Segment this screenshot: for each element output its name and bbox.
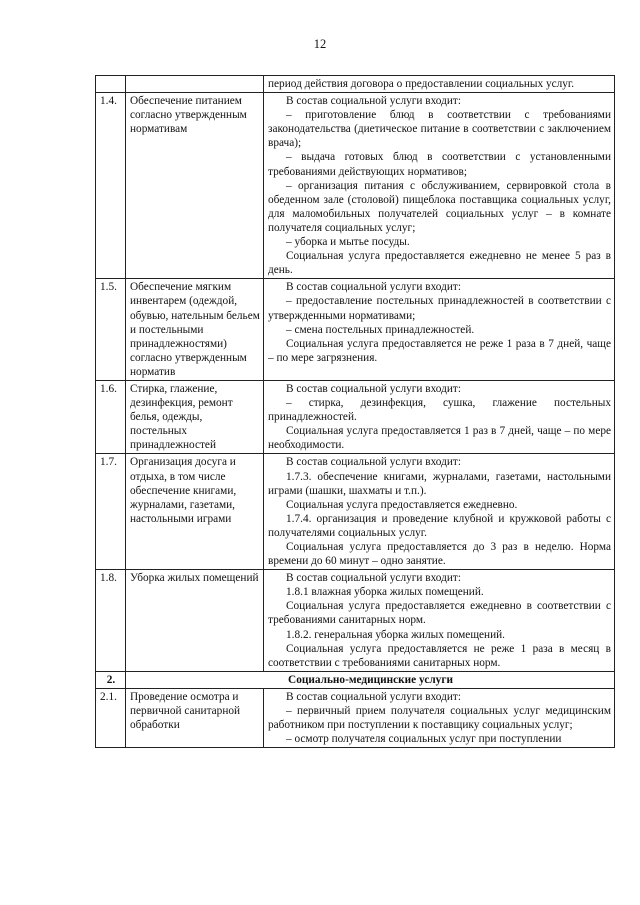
description-paragraph: Социальная услуга предоставляется не реже 1 раза в 7 дней, чаще – по мере загрязнения.: [268, 337, 611, 364]
description-paragraph: период действия договора о предоставлении социальных услуг.: [268, 78, 575, 90]
service-number: 2.1.: [96, 688, 126, 747]
service-description: [264, 454, 615, 570]
service-description: [264, 688, 615, 747]
service-description: [264, 279, 615, 381]
service-row: [96, 279, 615, 381]
service-number: [96, 76, 126, 93]
description-paragraph: – смена постельных принадлежностей.: [286, 323, 475, 336]
description-paragraph: Социальная услуга предоставляется не реже 1 раза в месяц в соответствии с требованиями санитарных норм.: [268, 642, 611, 669]
service-description: [264, 76, 615, 93]
service-name: Организация досуга и отдыха, в том числе обеспечение книгами, журналами, газетами, настольными играми: [126, 454, 264, 570]
service-number: 1.8.: [96, 570, 126, 672]
description-paragraph: 1.8.1 влажная уборка жилых помещений.: [286, 586, 484, 599]
service-name: Обеспечение мягким инвентарем (одеждой, обувью, нательным бельем и постельными принадлежностями) согласно утвержденным норматив: [126, 279, 264, 381]
description-paragraph: – организация питания с обслуживанием, сервировкой стола в обеденном зале (столовой) пищеблока поставщика социальных услуг, для маломобильных получателей социальных услуг – в комнате получателя социальных услуг;: [268, 179, 611, 234]
page-number: 12: [313, 37, 327, 51]
services-table: [95, 75, 615, 748]
description-paragraph: – предоставление постельных принадлежностей в соответствии с утвержденными нормативами;: [268, 295, 611, 322]
description-paragraph: Социальная услуга предоставляется ежедневно в соответствии с требованиями санитарных норм.: [268, 600, 611, 627]
service-number: 1.7.: [96, 454, 126, 570]
service-row: [96, 93, 615, 279]
description-paragraph: В состав социальной услуги входит:: [286, 382, 461, 395]
description-paragraph: – первичный прием получателя социальных услуг медицинским работником при поступлении к поставщику социальных услуг;: [268, 705, 611, 732]
section-header-row: [96, 671, 615, 688]
description-paragraph: Социальная услуга предоставляется ежедневно.: [286, 498, 518, 511]
service-row: [96, 76, 615, 93]
service-description: [264, 570, 615, 672]
description-paragraph: – уборка и мытье посуды.: [286, 236, 410, 249]
description-paragraph: 1.7.3. обеспечение книгами, журналами, газетами, настольными играми (шашки, шахматы и т.п.).: [268, 470, 611, 497]
section-title: Социально-медицинские услуги: [126, 671, 615, 688]
description-paragraph: В состав социальной услуги входит:: [286, 572, 461, 585]
service-name: Уборка жилых помещений: [126, 570, 264, 672]
description-paragraph: В состав социальной услуги входит:: [286, 690, 461, 703]
service-name: Проведение осмотра и первичной санитарной обработки: [126, 688, 264, 747]
service-name: Обеспечение питанием согласно утвержденным нормативам: [126, 93, 264, 279]
service-number: 1.4.: [96, 93, 126, 279]
service-number: 1.5.: [96, 279, 126, 381]
service-row: [96, 454, 615, 570]
service-row: [96, 380, 615, 453]
section-number: 2.: [96, 671, 126, 688]
service-description: [264, 93, 615, 279]
service-name: [126, 76, 264, 93]
description-paragraph: 1.8.2. генеральная уборка жилых помещений.: [286, 628, 505, 641]
description-paragraph: – выдача готовых блюд в соответствии с установленными требованиями действующих нормативов;: [268, 151, 611, 178]
description-paragraph: В состав социальной услуги входит:: [286, 456, 461, 469]
description-paragraph: – приготовление блюд в соответствии с требованиями законодательства (диетическое питание в соответствии с заключением врача);: [268, 109, 611, 150]
description-paragraph: В состав социальной услуги входит:: [286, 95, 461, 108]
service-name: Стирка, глажение, дезинфекция, ремонт белья, одежды, постельных принадлежностей: [126, 380, 264, 453]
description-paragraph: – стирка, дезинфекция, сушка, глажение постельных принадлежностей.: [268, 397, 611, 424]
description-paragraph: В состав социальной услуги входит:: [286, 281, 461, 294]
service-number: 1.6.: [96, 380, 126, 453]
description-paragraph: Социальная услуга предоставляется ежедневно не менее 5 раз в день.: [268, 250, 611, 277]
service-row: [96, 688, 615, 747]
description-paragraph: – осмотр получателя социальных услуг при поступлении: [286, 733, 562, 746]
services-table-body: [96, 76, 615, 748]
description-paragraph: Социальная услуга предоставляется до 3 раз в неделю. Норма времени до 60 минут – одно занятие.: [268, 541, 611, 568]
service-description: [264, 380, 615, 453]
description-paragraph: Социальная услуга предоставляется 1 раз в 7 дней, чаще – по мере необходимости.: [268, 425, 611, 452]
description-paragraph: 1.7.4. организация и проведение клубной и кружковой работы с получателями социальных услуг.: [268, 512, 611, 539]
service-row: [96, 570, 615, 672]
